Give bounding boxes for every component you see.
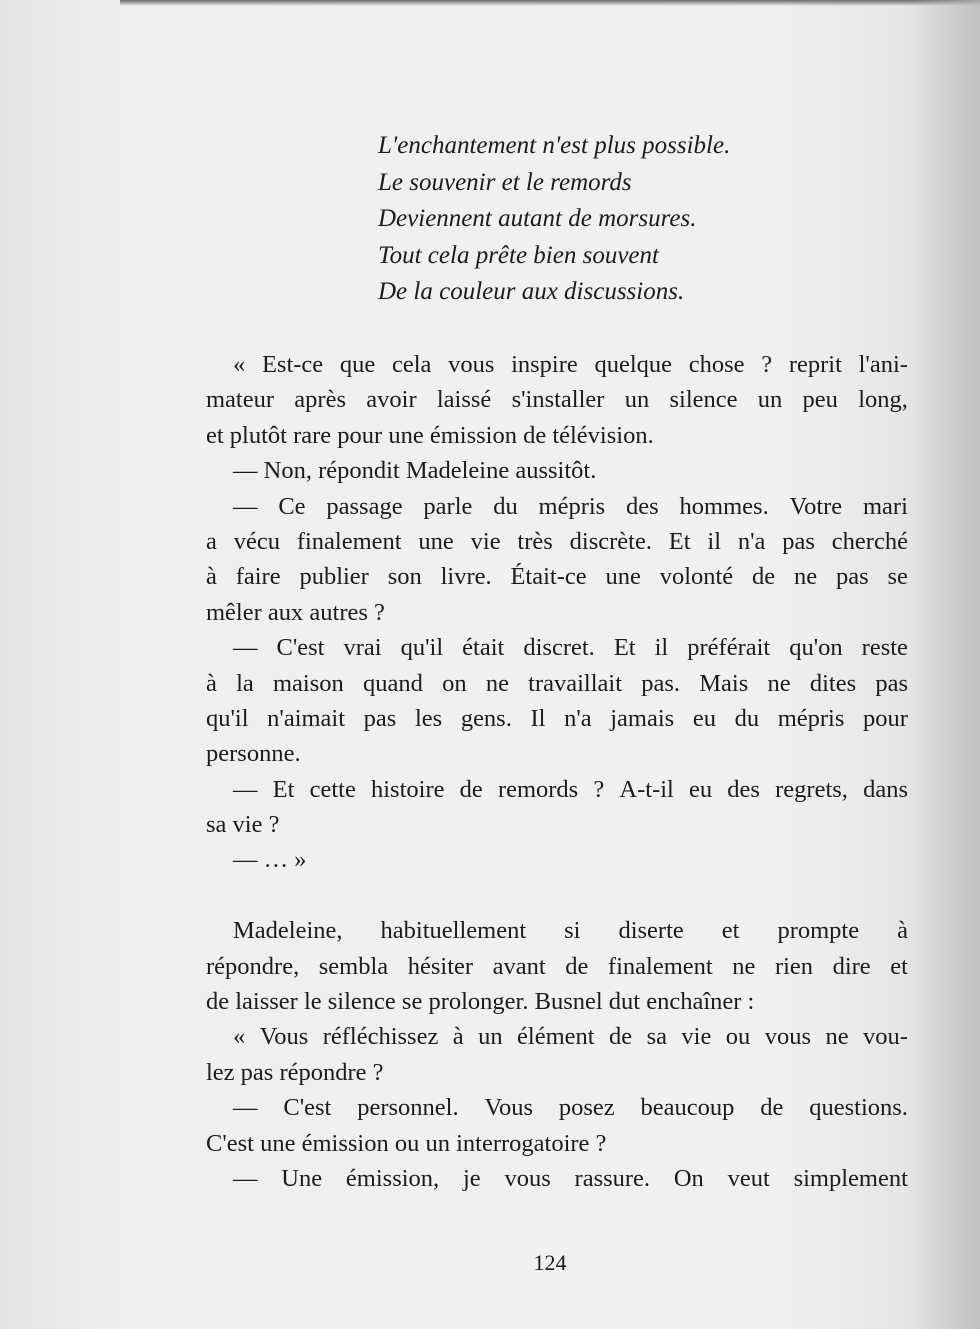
word: hommes. bbox=[679, 492, 769, 520]
verse-line: L'enchantement n'est plus possible. bbox=[378, 132, 731, 159]
word: la bbox=[236, 669, 254, 697]
paragraph-gap bbox=[206, 878, 908, 913]
text-line: personne. bbox=[206, 740, 301, 768]
word: beaucoup bbox=[640, 1094, 735, 1122]
word: du bbox=[493, 492, 518, 520]
word: — bbox=[233, 775, 258, 803]
word: élément bbox=[517, 1023, 595, 1051]
word: passage bbox=[326, 492, 403, 520]
word: remords bbox=[497, 775, 579, 803]
word: quelque bbox=[594, 351, 673, 378]
poem-excerpt bbox=[378, 128, 730, 311]
text-line bbox=[206, 524, 908, 559]
text-line: lez pas répondre ? bbox=[206, 1058, 384, 1086]
verse-line: Deviennent autant de morsures. bbox=[378, 205, 697, 232]
word: ? bbox=[761, 351, 773, 378]
word: habituellement bbox=[380, 917, 527, 945]
word: un bbox=[624, 386, 650, 414]
word: On bbox=[673, 1164, 704, 1192]
word: un bbox=[757, 386, 783, 414]
word: qu'il bbox=[400, 634, 444, 662]
word: Madeleine, bbox=[233, 917, 343, 945]
word: de bbox=[609, 1023, 633, 1051]
word: préférait bbox=[687, 634, 771, 662]
text-line: C'est une émission ou un interrogatoire ? bbox=[206, 1129, 607, 1157]
text-line bbox=[206, 1019, 908, 1054]
word: avant bbox=[492, 952, 546, 980]
word: sembla bbox=[318, 952, 389, 980]
verse-line: Tout cela prête bien souvent bbox=[378, 241, 659, 269]
word: une bbox=[605, 563, 641, 591]
text-line bbox=[206, 347, 908, 382]
word: Vous bbox=[484, 1094, 534, 1122]
text-line: de laisser le silence se prolonger. Busnel dut enchaîner : bbox=[206, 988, 755, 1016]
word: simplement bbox=[793, 1164, 908, 1192]
word: regrets, bbox=[775, 775, 848, 803]
word: peu bbox=[802, 386, 838, 414]
word: vous bbox=[504, 1164, 551, 1192]
word: posez bbox=[558, 1094, 615, 1122]
word: Vous bbox=[259, 1023, 309, 1051]
word: C'est bbox=[283, 1094, 332, 1122]
word: — bbox=[233, 1164, 258, 1192]
word: n'a bbox=[737, 527, 766, 555]
word: Votre bbox=[789, 492, 843, 520]
text-line bbox=[206, 630, 908, 665]
text-line: et plutôt rare pour une émission de télévision. bbox=[206, 421, 654, 449]
word: — bbox=[233, 634, 258, 662]
text-line: sa vie ? bbox=[206, 811, 280, 839]
word: des bbox=[727, 775, 760, 803]
word: de bbox=[565, 952, 589, 980]
word: A-t-il bbox=[619, 775, 674, 803]
word: des bbox=[626, 492, 659, 520]
word: discrète. bbox=[569, 527, 652, 555]
word: jamais bbox=[610, 704, 675, 732]
word: eu bbox=[689, 775, 713, 803]
word: Il bbox=[530, 704, 546, 732]
word: « bbox=[233, 1023, 246, 1051]
word: réfléchissez bbox=[322, 1023, 439, 1051]
page-binding-shadow bbox=[910, 0, 980, 1329]
word: que bbox=[339, 351, 376, 378]
word: répondre, bbox=[206, 952, 300, 980]
word: qu'il bbox=[206, 704, 249, 732]
word: « bbox=[233, 351, 246, 378]
text-line bbox=[206, 1090, 908, 1125]
word: eu bbox=[692, 704, 716, 732]
text-line bbox=[206, 913, 908, 948]
word: C'est bbox=[276, 634, 325, 662]
word: son bbox=[387, 563, 422, 591]
text-line bbox=[206, 666, 908, 701]
word: un bbox=[478, 1023, 503, 1051]
word: faire bbox=[235, 563, 281, 591]
text-line bbox=[206, 559, 908, 594]
word: l'ani- bbox=[858, 351, 908, 378]
word: à bbox=[452, 1023, 464, 1051]
word: ? bbox=[593, 775, 605, 803]
page-top-edge bbox=[120, 0, 980, 6]
word: de bbox=[760, 1094, 784, 1122]
text-line bbox=[206, 949, 908, 984]
word: on bbox=[442, 669, 467, 697]
word: vie bbox=[681, 1023, 712, 1051]
word: dites bbox=[809, 669, 857, 697]
text-line: — Non, répondit Madeleine aussitôt. bbox=[233, 457, 597, 485]
word: Et bbox=[613, 634, 636, 662]
text-line bbox=[206, 1161, 908, 1196]
word: Et bbox=[272, 775, 295, 803]
word: maison bbox=[273, 669, 344, 697]
word: mépris bbox=[538, 492, 606, 520]
word: livre. bbox=[440, 563, 492, 591]
word: finalement bbox=[296, 527, 402, 555]
word: laissé bbox=[436, 386, 492, 414]
word: vrai bbox=[343, 634, 382, 662]
word: après bbox=[294, 386, 346, 414]
word: finalement bbox=[607, 952, 713, 980]
word: de bbox=[459, 775, 483, 803]
word: à bbox=[897, 917, 908, 945]
text-line bbox=[206, 772, 908, 807]
word: mateur bbox=[206, 386, 275, 414]
verse-line: De la couleur aux discussions. bbox=[378, 278, 685, 305]
word: sa bbox=[646, 1023, 667, 1051]
word: ne bbox=[485, 669, 509, 697]
word: avoir bbox=[366, 386, 417, 414]
word: Ce bbox=[278, 492, 306, 520]
word: personnel. bbox=[357, 1094, 459, 1122]
word: pas bbox=[363, 704, 397, 732]
word: qu'on bbox=[789, 634, 843, 662]
word: il bbox=[707, 527, 722, 555]
word: et bbox=[721, 917, 740, 945]
word: silence bbox=[669, 386, 738, 414]
word: Était-ce bbox=[510, 563, 587, 591]
word: histoire bbox=[371, 775, 445, 803]
word: ou bbox=[725, 1023, 751, 1051]
text-line: — … » bbox=[233, 846, 307, 874]
word: n'aimait bbox=[267, 704, 346, 732]
word: cela bbox=[391, 351, 432, 378]
word: pas bbox=[875, 669, 908, 697]
word: vous bbox=[764, 1023, 812, 1051]
word: vécu bbox=[233, 527, 280, 555]
word: Une bbox=[281, 1164, 323, 1192]
word: long, bbox=[858, 386, 908, 414]
word: chose bbox=[688, 351, 745, 378]
word: discret. bbox=[523, 634, 595, 662]
word: si bbox=[564, 917, 581, 945]
word: rien bbox=[774, 952, 814, 980]
word: inspire bbox=[511, 351, 578, 378]
word: du bbox=[734, 704, 760, 732]
word: ne bbox=[825, 1023, 849, 1051]
text-line bbox=[206, 489, 908, 524]
word: volonté bbox=[659, 563, 734, 591]
verse-line: Le souvenir et le remords bbox=[378, 168, 632, 196]
word: dans bbox=[863, 775, 908, 803]
word: à bbox=[206, 563, 217, 591]
word: Et bbox=[668, 527, 691, 555]
word: à bbox=[206, 669, 217, 697]
word: je bbox=[462, 1164, 481, 1192]
word: pas. bbox=[641, 669, 681, 697]
word: dire bbox=[832, 952, 871, 980]
word: cherché bbox=[831, 527, 908, 555]
word: Mais bbox=[699, 669, 749, 697]
word: s'installer bbox=[511, 386, 605, 414]
word: vous bbox=[448, 351, 495, 378]
word: reste bbox=[861, 634, 908, 662]
word: vie bbox=[470, 527, 501, 555]
word: ne bbox=[794, 563, 818, 591]
word: Est-ce bbox=[261, 351, 324, 378]
word: très bbox=[517, 527, 553, 555]
word: — bbox=[233, 1094, 258, 1122]
word: pour bbox=[863, 704, 908, 732]
text-line bbox=[206, 701, 908, 736]
word: n'a bbox=[564, 704, 592, 732]
word: les bbox=[414, 704, 443, 732]
word: ne bbox=[732, 952, 756, 980]
word: une bbox=[418, 527, 454, 555]
word: pas bbox=[835, 563, 869, 591]
word: quand bbox=[363, 669, 423, 697]
text-line: mêler aux autres ? bbox=[206, 598, 385, 626]
body-text bbox=[206, 347, 908, 1196]
word: ne bbox=[767, 669, 791, 697]
word: diserte bbox=[618, 917, 684, 945]
word: a bbox=[206, 527, 217, 555]
word: publier bbox=[299, 563, 369, 591]
page-number: 124 bbox=[533, 1250, 567, 1275]
word: pas bbox=[782, 527, 815, 555]
word: de bbox=[752, 563, 776, 591]
word: était bbox=[462, 634, 505, 662]
word: travaillait bbox=[528, 669, 623, 697]
word: cette bbox=[309, 775, 356, 803]
word: — bbox=[233, 492, 258, 520]
word: veut bbox=[727, 1164, 770, 1192]
word: gens. bbox=[460, 704, 512, 732]
word: parle bbox=[423, 492, 473, 520]
word: mari bbox=[862, 492, 908, 520]
word: émission, bbox=[345, 1164, 440, 1192]
word: mépris bbox=[777, 704, 845, 732]
text-line bbox=[206, 382, 908, 417]
word: rassure. bbox=[574, 1164, 651, 1192]
word: vou- bbox=[863, 1023, 908, 1051]
word: se bbox=[887, 563, 908, 591]
word: prompte bbox=[777, 917, 860, 945]
word: reprit bbox=[788, 351, 842, 378]
word: il bbox=[654, 634, 669, 662]
word: questions. bbox=[809, 1094, 908, 1122]
word: hésiter bbox=[407, 952, 474, 980]
word: et bbox=[890, 952, 908, 980]
